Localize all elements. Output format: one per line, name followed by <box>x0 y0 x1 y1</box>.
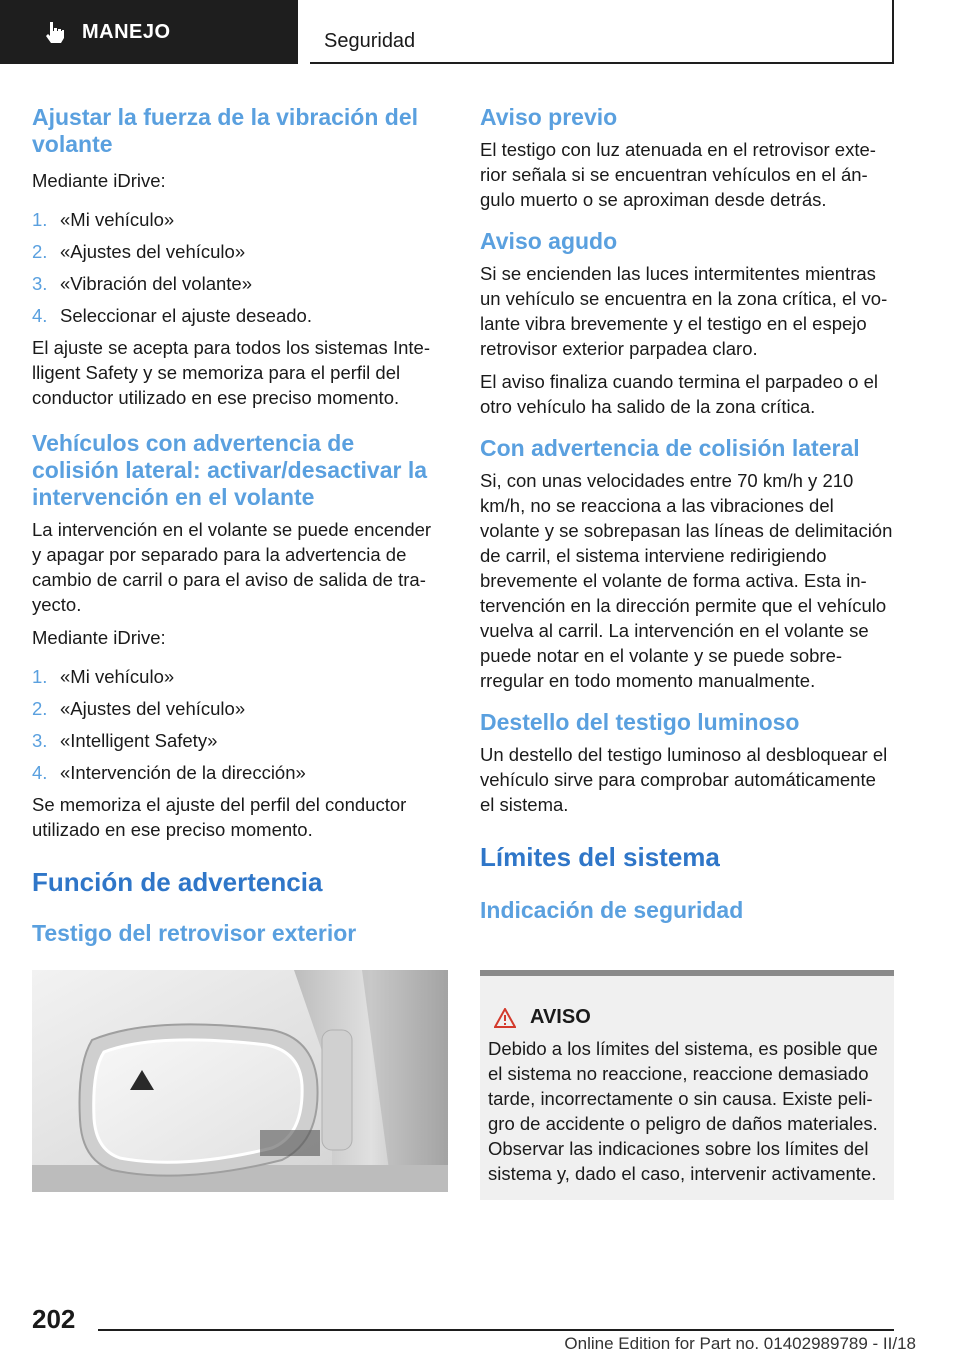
step-number: 1. <box>32 209 48 230</box>
section-header <box>310 0 894 64</box>
heading-lateral-collision: Con advertencia de colisión lateral <box>480 435 860 461</box>
footer-divider <box>98 1329 894 1331</box>
step-number: 2. <box>32 241 48 262</box>
step-number: 4. <box>32 762 48 783</box>
steps-list-2 <box>32 664 442 785</box>
step-number: 2. <box>32 698 48 719</box>
list-item <box>32 664 442 689</box>
warning-title: AVISO <box>530 1006 591 1028</box>
heading-safety-note: Indicación de seguridad <box>480 897 744 923</box>
left-column <box>32 100 442 947</box>
paragraph-aviso-agudo-2: El aviso finaliza cuando termina el parpadeo o el otro vehículo ha salido de la zona crítica. <box>480 371 878 417</box>
list-item <box>32 271 442 296</box>
step-number: 3. <box>32 273 48 294</box>
list-item <box>32 207 442 232</box>
step-text: «Mi vehículo» <box>60 666 175 687</box>
paragraph-flash-indicator: Un destello del testigo luminoso al desbloquear el vehículo sirve para comprobar automáticamente el sistema. <box>480 744 888 815</box>
paragraph-memoriza: Se memoriza el ajuste del perfil del conductor utilizado en ese preciso momento. <box>32 794 407 840</box>
heading-system-limits: Límites del sistema <box>480 842 720 872</box>
list-item <box>32 760 442 785</box>
heading-vehicles-lateral: Vehículos con advertencia de colisión lateral: activar/desactivar la intervención en el volante <box>32 430 428 510</box>
step-text: «Intervención de la dirección» <box>60 762 306 783</box>
heading-mirror-indicator: Testigo del retrovisor exterior <box>32 920 357 946</box>
paragraph-lateral-collision: Si, con unas velocidades entre 70 km/h y 210 km/h, no se reacciona a las vibraciones del volante y se sobrepasan las líneas de delimitación de carril, el sistema interviene redirigiendo brevemente el volante de forma activa. Esta intervención en la dirección permite que el vehículo vuelva al carril. La intervención en el volante se puede notar en el volante y se puede sobrerregular en todo momento manualmente. <box>480 470 893 691</box>
hand-pointer-icon <box>42 20 66 44</box>
step-number: 1. <box>32 666 48 687</box>
heading-aviso-agudo: Aviso agudo <box>480 228 618 254</box>
heading-warning-function: Función de advertencia <box>32 867 323 897</box>
right-column <box>480 100 894 924</box>
heading-vibration: Ajustar la fuerza de la vibración del volante <box>32 104 419 157</box>
paragraph-ajuste: El ajuste se acepta para todos los sistemas Intelligent Safety y se memoriza para el perfil del conductor utilizado en ese preciso momento. <box>32 337 430 408</box>
steps-list-1 <box>32 207 442 328</box>
list-item <box>32 728 442 753</box>
list-item <box>32 303 442 328</box>
step-number: 3. <box>32 730 48 751</box>
chapter-tab <box>0 0 298 64</box>
chapter-label: MANEJO <box>82 20 171 43</box>
paragraph-aviso-agudo-1: Si se encienden las luces intermitentes mientras un vehículo se encuentra en la zona crítica, el volante vibra brevemente y el testigo en el espejo retrovisor exterior parpadea claro. <box>480 263 888 359</box>
paragraph-idrive-2: Mediante iDrive: <box>32 627 166 648</box>
list-item <box>32 696 442 721</box>
heading-aviso-previo: Aviso previo <box>480 104 618 130</box>
list-item <box>32 239 442 264</box>
step-text: «Vibración del volante» <box>60 273 252 294</box>
edition-note: Online Edition for Part no. 01402989789 - II/18 <box>564 1334 916 1353</box>
page-number: 202 <box>32 1304 76 1334</box>
warning-text: Debido a los límites del sistema, es posible que el sistema no reaccione, reaccione demasiado tarde, incorrectamente o sin causa. Existe peligro de accidente o peligro de daños materiales. Observar las indicaciones sobre los límites del sistema y, dado el caso, intervenir activamente. <box>488 1038 878 1184</box>
step-text: «Mi vehículo» <box>60 209 175 230</box>
heading-flash-indicator: Destello del testigo luminoso <box>480 709 800 735</box>
warning-triangle-icon <box>494 1008 516 1028</box>
side-mirror-image <box>32 970 448 1192</box>
mirror-illustration <box>32 970 448 1192</box>
step-number: 4. <box>32 305 48 326</box>
paragraph-idrive-1: Mediante iDrive: <box>32 170 166 191</box>
section-title: Seguridad <box>324 30 416 52</box>
warning-title-row <box>494 1006 591 1029</box>
warning-box <box>480 970 894 1200</box>
step-text: «Intelligent Safety» <box>60 730 218 751</box>
step-text: «Ajustes del vehículo» <box>60 698 246 719</box>
paragraph-aviso-previo: El testigo con luz atenuada en el retrovisor exterior señala si se encuentran vehículos en el ángulo muerto o se aproximan desde detrás. <box>480 139 876 210</box>
step-text: Seleccionar el ajuste deseado. <box>60 305 312 326</box>
paragraph-intervention: La intervención en el volante se puede encender y apagar por separado para la advertencia de cambio de carril o para el aviso de salida de trayecto. <box>32 519 432 615</box>
step-text: «Ajustes del vehículo» <box>60 241 246 262</box>
